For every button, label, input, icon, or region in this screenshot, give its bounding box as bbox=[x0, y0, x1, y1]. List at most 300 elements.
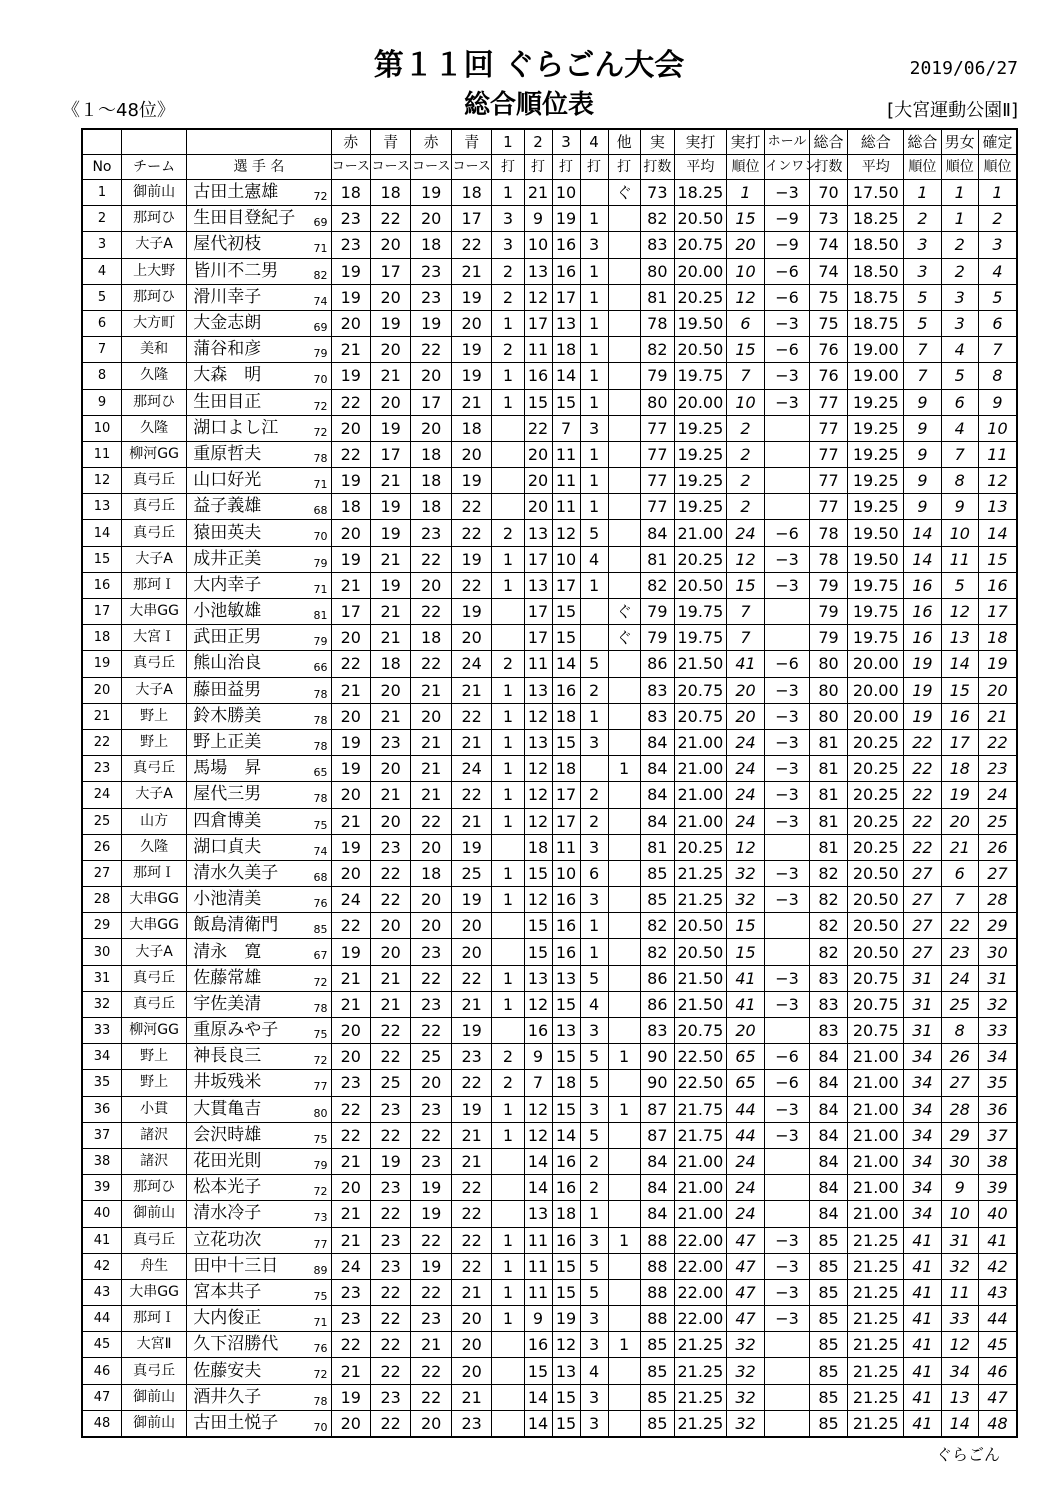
table-cell: 5 bbox=[978, 284, 1017, 310]
table-cell: 那珂Ｉ bbox=[121, 1306, 186, 1332]
table-cell: 22 bbox=[411, 1384, 451, 1410]
table-cell: 23 bbox=[331, 206, 370, 232]
table-cell: 21 bbox=[451, 1148, 491, 1174]
table-cell: 22 bbox=[331, 913, 370, 939]
column-header-bottom: 順位 bbox=[904, 155, 941, 180]
column-header-top: 実 bbox=[640, 129, 674, 155]
table-cell: 14 bbox=[978, 520, 1017, 546]
table-cell: 19.50 bbox=[674, 310, 726, 336]
table-cell: 34 bbox=[904, 1096, 941, 1122]
table-cell: −3 bbox=[765, 991, 810, 1017]
table-cell: −3 bbox=[765, 860, 810, 886]
table-cell: 21.25 bbox=[848, 1306, 904, 1332]
table-cell: 20.50 bbox=[674, 939, 726, 965]
table-cell: 21 bbox=[411, 756, 451, 782]
table-cell: 20.50 bbox=[848, 939, 904, 965]
table-cell: 88 bbox=[640, 1279, 674, 1305]
table-cell: 46 bbox=[82, 1358, 121, 1384]
table-cell: 43 bbox=[82, 1279, 121, 1305]
table-cell: 19 bbox=[331, 756, 370, 782]
player-name: 久下沼勝代 bbox=[193, 1334, 279, 1355]
table-cell: 16 bbox=[904, 599, 941, 625]
table-cell: 12 bbox=[941, 1332, 978, 1358]
table-row bbox=[82, 1227, 1017, 1253]
table-cell: 17 bbox=[331, 599, 370, 625]
table-cell: 22.00 bbox=[674, 1227, 726, 1253]
table-cell: 1 bbox=[580, 206, 608, 232]
table-cell: 79 bbox=[809, 625, 847, 651]
table-cell: 18 bbox=[331, 494, 370, 520]
table-cell: 4 bbox=[941, 415, 978, 441]
table-cell: 21.00 bbox=[674, 729, 726, 755]
table-cell: 7 bbox=[904, 363, 941, 389]
table-cell: 20.50 bbox=[674, 913, 726, 939]
column-header-bottom: 打数 bbox=[809, 155, 847, 180]
table-cell: 14 bbox=[552, 363, 580, 389]
table-cell: 20 bbox=[451, 1306, 491, 1332]
table-cell: 22 bbox=[411, 1358, 451, 1384]
table-cell: 21 bbox=[451, 1384, 491, 1410]
table-cell: 18 bbox=[552, 337, 580, 363]
table-cell: 20 bbox=[524, 441, 552, 467]
table-cell: 15 bbox=[726, 206, 764, 232]
table-cell: 25 bbox=[941, 991, 978, 1017]
table-cell: 24 bbox=[726, 1148, 764, 1174]
table-row bbox=[82, 337, 1017, 363]
table-cell: 22 bbox=[451, 494, 491, 520]
player-name: 生田目正 bbox=[193, 391, 262, 412]
table-cell: 21.25 bbox=[848, 1358, 904, 1384]
table-cell: 21 bbox=[451, 808, 491, 834]
table-cell: 13 bbox=[552, 310, 580, 336]
player-name: 佐藤常雄 bbox=[193, 967, 262, 988]
player-age: 66 bbox=[313, 661, 328, 675]
table-cell: 22 bbox=[370, 1410, 410, 1437]
table-cell: 14 bbox=[524, 1384, 552, 1410]
table-cell: 22 bbox=[370, 1044, 410, 1070]
table-cell: 44 bbox=[726, 1122, 764, 1148]
player-name: 熊山治良 bbox=[193, 653, 262, 674]
table-cell: 84 bbox=[809, 1201, 847, 1227]
table-cell: 21.75 bbox=[674, 1122, 726, 1148]
table-cell: 18 bbox=[451, 415, 491, 441]
table-cell: 真弓丘 bbox=[121, 1227, 186, 1253]
player-name-cell bbox=[187, 337, 331, 363]
table-cell: 85 bbox=[640, 1384, 674, 1410]
table-cell: 野上 bbox=[121, 703, 186, 729]
table-cell: 2 bbox=[941, 232, 978, 258]
table-cell: 21 bbox=[370, 782, 410, 808]
table-cell: 79 bbox=[809, 572, 847, 598]
table-cell: 22.50 bbox=[674, 1044, 726, 1070]
table-row bbox=[82, 860, 1017, 886]
player-age: 70 bbox=[313, 1420, 328, 1434]
table-cell: 3 bbox=[580, 1384, 608, 1410]
table-cell: 20 bbox=[451, 625, 491, 651]
table-cell: 90 bbox=[640, 1044, 674, 1070]
player-age: 85 bbox=[313, 923, 328, 937]
table-cell: 1 bbox=[726, 180, 764, 206]
table-cell: −6 bbox=[765, 651, 810, 677]
table-cell: 19.00 bbox=[848, 363, 904, 389]
table-cell: 野上 bbox=[121, 729, 186, 755]
table-cell: 3 bbox=[580, 1018, 608, 1044]
player-age: 78 bbox=[313, 1001, 328, 1015]
table-cell: 16 bbox=[552, 913, 580, 939]
table-cell: 久隆 bbox=[121, 834, 186, 860]
table-row bbox=[82, 520, 1017, 546]
table-cell: 44 bbox=[726, 1096, 764, 1122]
table-cell: 22 bbox=[331, 1122, 370, 1148]
table-cell: 47 bbox=[726, 1253, 764, 1279]
table-cell: 21 bbox=[82, 703, 121, 729]
table-cell: 22 bbox=[370, 1332, 410, 1358]
table-cell: 19 bbox=[451, 363, 491, 389]
table-cell: 21 bbox=[978, 703, 1017, 729]
table-cell: 23 bbox=[370, 1384, 410, 1410]
table-cell bbox=[765, 415, 810, 441]
table-cell: 28 bbox=[941, 1096, 978, 1122]
player-name: 武田正男 bbox=[193, 627, 262, 648]
table-cell: 21.00 bbox=[674, 808, 726, 834]
table-cell: 5 bbox=[580, 520, 608, 546]
table-cell: 21.25 bbox=[674, 1410, 726, 1437]
table-row bbox=[82, 389, 1017, 415]
table-cell: 9 bbox=[904, 468, 941, 494]
table-cell: 21 bbox=[370, 468, 410, 494]
table-cell: 21.50 bbox=[674, 991, 726, 1017]
table-cell: 20.50 bbox=[674, 572, 726, 598]
table-cell: 15 bbox=[978, 546, 1017, 572]
table-cell: 8 bbox=[941, 468, 978, 494]
player-name: 滑川幸子 bbox=[193, 286, 262, 307]
table-cell: 48 bbox=[978, 1410, 1017, 1437]
table-cell: 12 bbox=[552, 520, 580, 546]
table-cell: 27 bbox=[904, 860, 941, 886]
table-cell bbox=[765, 625, 810, 651]
table-cell: 21.00 bbox=[848, 1122, 904, 1148]
table-cell: 大宮Ｉ bbox=[121, 625, 186, 651]
table-cell: 7 bbox=[726, 625, 764, 651]
table-cell: 20 bbox=[331, 1175, 370, 1201]
table-cell: 19.75 bbox=[674, 363, 726, 389]
table-cell bbox=[492, 1384, 524, 1410]
table-cell: 15 bbox=[726, 572, 764, 598]
table-cell: 21 bbox=[331, 1358, 370, 1384]
table-cell: 9 bbox=[978, 389, 1017, 415]
table-cell: 17 bbox=[941, 729, 978, 755]
table-cell: 74 bbox=[809, 232, 847, 258]
table-cell: 33 bbox=[978, 1018, 1017, 1044]
table-cell: 20 bbox=[370, 232, 410, 258]
table-cell: 83 bbox=[640, 232, 674, 258]
table-cell: 20.00 bbox=[848, 651, 904, 677]
table-cell bbox=[608, 1358, 640, 1384]
table-cell: 1 bbox=[492, 1306, 524, 1332]
table-cell: 24 bbox=[331, 1253, 370, 1279]
table-cell bbox=[765, 1175, 810, 1201]
player-name-cell bbox=[187, 756, 331, 782]
table-row bbox=[82, 1253, 1017, 1279]
table-cell: 83 bbox=[809, 965, 847, 991]
table-cell: 18.75 bbox=[848, 284, 904, 310]
table-cell: ぐ bbox=[608, 180, 640, 206]
table-cell: 20.75 bbox=[848, 965, 904, 991]
player-age: 78 bbox=[313, 687, 328, 701]
table-cell: 47 bbox=[978, 1384, 1017, 1410]
table-cell: 22 bbox=[370, 1018, 410, 1044]
table-cell: 42 bbox=[978, 1253, 1017, 1279]
table-cell: 19 bbox=[451, 887, 491, 913]
table-cell: −3 bbox=[765, 887, 810, 913]
table-cell bbox=[608, 1018, 640, 1044]
table-cell bbox=[765, 913, 810, 939]
table-cell: 16 bbox=[552, 232, 580, 258]
table-cell: 1 bbox=[580, 363, 608, 389]
table-cell: −3 bbox=[765, 180, 810, 206]
table-cell: 2 bbox=[492, 651, 524, 677]
table-cell: 47 bbox=[726, 1306, 764, 1332]
table-cell: 20.00 bbox=[848, 703, 904, 729]
table-cell: 81 bbox=[809, 834, 847, 860]
table-cell: 20 bbox=[331, 1044, 370, 1070]
table-cell: 39 bbox=[978, 1175, 1017, 1201]
table-cell: 7 bbox=[904, 337, 941, 363]
table-header bbox=[82, 129, 1017, 180]
table-cell: 17 bbox=[82, 599, 121, 625]
table-cell: 20.00 bbox=[848, 677, 904, 703]
footer-mark: ぐらごん bbox=[935, 1445, 1000, 1464]
table-cell: 79 bbox=[640, 363, 674, 389]
table-cell: −6 bbox=[765, 1044, 810, 1070]
table-cell: 17 bbox=[411, 389, 451, 415]
table-cell: 84 bbox=[809, 1044, 847, 1070]
table-cell: 1 bbox=[608, 1044, 640, 1070]
table-cell: 21.25 bbox=[848, 1410, 904, 1437]
player-name-cell bbox=[187, 913, 331, 939]
table-cell: 19 bbox=[552, 206, 580, 232]
column-header-top: 実打 bbox=[674, 129, 726, 155]
table-cell: 2 bbox=[726, 441, 764, 467]
table-cell: 19 bbox=[451, 1018, 491, 1044]
table-cell: 37 bbox=[978, 1122, 1017, 1148]
table-cell bbox=[492, 1018, 524, 1044]
player-age: 68 bbox=[313, 504, 328, 518]
table-cell: 20 bbox=[331, 860, 370, 886]
table-cell: 11 bbox=[524, 1227, 552, 1253]
table-cell: 23 bbox=[331, 1306, 370, 1332]
table-row bbox=[82, 258, 1017, 284]
table-cell: 15 bbox=[82, 546, 121, 572]
table-cell: 22 bbox=[904, 729, 941, 755]
table-cell: 24 bbox=[726, 729, 764, 755]
table-cell: 大子A bbox=[121, 546, 186, 572]
table-cell: 17 bbox=[524, 625, 552, 651]
table-cell: 真弓丘 bbox=[121, 520, 186, 546]
table-cell: 2 bbox=[492, 284, 524, 310]
table-cell: 15 bbox=[524, 389, 552, 415]
table-cell: 7 bbox=[552, 415, 580, 441]
table-cell: 82 bbox=[640, 913, 674, 939]
table-cell: 21 bbox=[370, 703, 410, 729]
table-cell: 3 bbox=[904, 258, 941, 284]
player-age: 75 bbox=[313, 818, 328, 832]
table-row bbox=[82, 1306, 1017, 1332]
table-cell: 22 bbox=[370, 1306, 410, 1332]
table-cell: 20 bbox=[370, 939, 410, 965]
table-cell: 14 bbox=[941, 651, 978, 677]
table-cell: 15 bbox=[552, 599, 580, 625]
table-cell: 32 bbox=[941, 1253, 978, 1279]
table-cell: 16 bbox=[552, 939, 580, 965]
table-cell: 23 bbox=[370, 1096, 410, 1122]
player-age: 80 bbox=[313, 1106, 328, 1120]
table-cell: 真弓丘 bbox=[121, 494, 186, 520]
table-cell: 21 bbox=[451, 389, 491, 415]
table-cell: 26 bbox=[82, 834, 121, 860]
player-age: 69 bbox=[313, 320, 328, 334]
table-cell: 21 bbox=[331, 1148, 370, 1174]
player-name-cell bbox=[187, 1410, 331, 1437]
table-cell: 22 bbox=[904, 782, 941, 808]
table-cell: 41 bbox=[904, 1306, 941, 1332]
table-cell: 25 bbox=[82, 808, 121, 834]
table-cell: 20 bbox=[451, 939, 491, 965]
header-row-top bbox=[82, 129, 1017, 155]
player-name: 馬場 昇 bbox=[193, 758, 262, 779]
table-cell: 1 bbox=[492, 860, 524, 886]
player-name: 井坂残米 bbox=[193, 1072, 262, 1093]
table-cell: 77 bbox=[640, 468, 674, 494]
table-cell: 77 bbox=[640, 494, 674, 520]
table-cell: 19 bbox=[451, 284, 491, 310]
table-cell: 8 bbox=[82, 363, 121, 389]
table-cell: 19 bbox=[370, 494, 410, 520]
table-row bbox=[82, 703, 1017, 729]
table-cell: 17 bbox=[552, 572, 580, 598]
table-cell: −6 bbox=[765, 337, 810, 363]
player-name-cell bbox=[187, 651, 331, 677]
table-cell: 1 bbox=[978, 180, 1017, 206]
table-cell: 22.00 bbox=[674, 1306, 726, 1332]
table-cell: 77 bbox=[809, 494, 847, 520]
table-cell: 85 bbox=[640, 1358, 674, 1384]
table-cell: 15 bbox=[552, 991, 580, 1017]
table-cell: 2 bbox=[726, 494, 764, 520]
table-cell bbox=[608, 232, 640, 258]
table-cell: 16 bbox=[524, 1332, 552, 1358]
table-cell: 1 bbox=[941, 206, 978, 232]
table-cell bbox=[608, 703, 640, 729]
table-cell: 17 bbox=[552, 808, 580, 834]
table-cell: 2 bbox=[904, 206, 941, 232]
table-cell: −3 bbox=[765, 677, 810, 703]
table-cell: 17 bbox=[524, 546, 552, 572]
table-cell: 那珂ひ bbox=[121, 389, 186, 415]
table-cell: 20.00 bbox=[674, 258, 726, 284]
player-name: 大内俊正 bbox=[193, 1308, 262, 1329]
player-name-cell bbox=[187, 284, 331, 310]
player-age: 69 bbox=[313, 216, 328, 230]
table-cell bbox=[492, 468, 524, 494]
table-row bbox=[82, 1122, 1017, 1148]
table-cell: 34 bbox=[904, 1201, 941, 1227]
column-header-top: 赤 bbox=[411, 129, 451, 155]
table-cell: 1 bbox=[580, 310, 608, 336]
table-cell: 22 bbox=[451, 965, 491, 991]
table-cell: 21 bbox=[941, 834, 978, 860]
table-cell: 34 bbox=[978, 1044, 1017, 1070]
table-cell: 13 bbox=[524, 729, 552, 755]
table-cell: 21 bbox=[411, 729, 451, 755]
table-cell: 18.50 bbox=[848, 258, 904, 284]
table-cell: 41 bbox=[726, 991, 764, 1017]
table-cell: 19 bbox=[331, 729, 370, 755]
column-header-bottom: 打 bbox=[580, 155, 608, 180]
table-cell: 9 bbox=[904, 415, 941, 441]
table-cell: 20 bbox=[331, 782, 370, 808]
table-cell: 21.25 bbox=[674, 860, 726, 886]
table-cell: 大子A bbox=[121, 939, 186, 965]
table-cell bbox=[608, 887, 640, 913]
table-cell: 19.25 bbox=[674, 415, 726, 441]
table-row bbox=[82, 415, 1017, 441]
table-row bbox=[82, 180, 1017, 206]
player-name: 清永 寛 bbox=[193, 941, 262, 962]
table-row bbox=[82, 468, 1017, 494]
table-cell: 86 bbox=[640, 965, 674, 991]
table-cell: 4 bbox=[580, 991, 608, 1017]
table-cell: 5 bbox=[941, 572, 978, 598]
table-cell: 34 bbox=[904, 1122, 941, 1148]
table-cell: 81 bbox=[809, 808, 847, 834]
table-cell: 21 bbox=[524, 180, 552, 206]
table-cell: 19 bbox=[451, 468, 491, 494]
table-cell bbox=[608, 991, 640, 1017]
column-header-top: 青 bbox=[370, 129, 410, 155]
player-name-cell bbox=[187, 546, 331, 572]
player-age: 73 bbox=[313, 1211, 328, 1225]
table-cell: 22 bbox=[370, 206, 410, 232]
table-cell: 73 bbox=[640, 180, 674, 206]
table-cell: 23 bbox=[331, 1279, 370, 1305]
table-cell: 6 bbox=[941, 389, 978, 415]
table-row bbox=[82, 625, 1017, 651]
table-cell bbox=[765, 834, 810, 860]
table-cell: 7 bbox=[726, 599, 764, 625]
table-cell: 84 bbox=[640, 1175, 674, 1201]
table-cell: −3 bbox=[765, 310, 810, 336]
table-cell bbox=[765, 599, 810, 625]
table-cell: 22 bbox=[411, 337, 451, 363]
table-cell: 24 bbox=[726, 520, 764, 546]
player-age: 72 bbox=[313, 1185, 328, 1199]
table-cell: 19 bbox=[411, 180, 451, 206]
table-cell: 70 bbox=[809, 180, 847, 206]
table-cell: 4 bbox=[941, 337, 978, 363]
table-cell: 17 bbox=[978, 599, 1017, 625]
table-cell: 16 bbox=[552, 1148, 580, 1174]
table-cell: 21.00 bbox=[848, 1096, 904, 1122]
player-name: 四倉博美 bbox=[193, 810, 262, 831]
table-cell: 5 bbox=[580, 1044, 608, 1070]
table-cell: 21 bbox=[331, 337, 370, 363]
table-cell: 14 bbox=[82, 520, 121, 546]
table-cell: 88 bbox=[640, 1306, 674, 1332]
table-cell bbox=[608, 965, 640, 991]
column-header-bottom: コース bbox=[451, 155, 491, 180]
page-subtitle: 総合順位表 bbox=[463, 90, 594, 120]
